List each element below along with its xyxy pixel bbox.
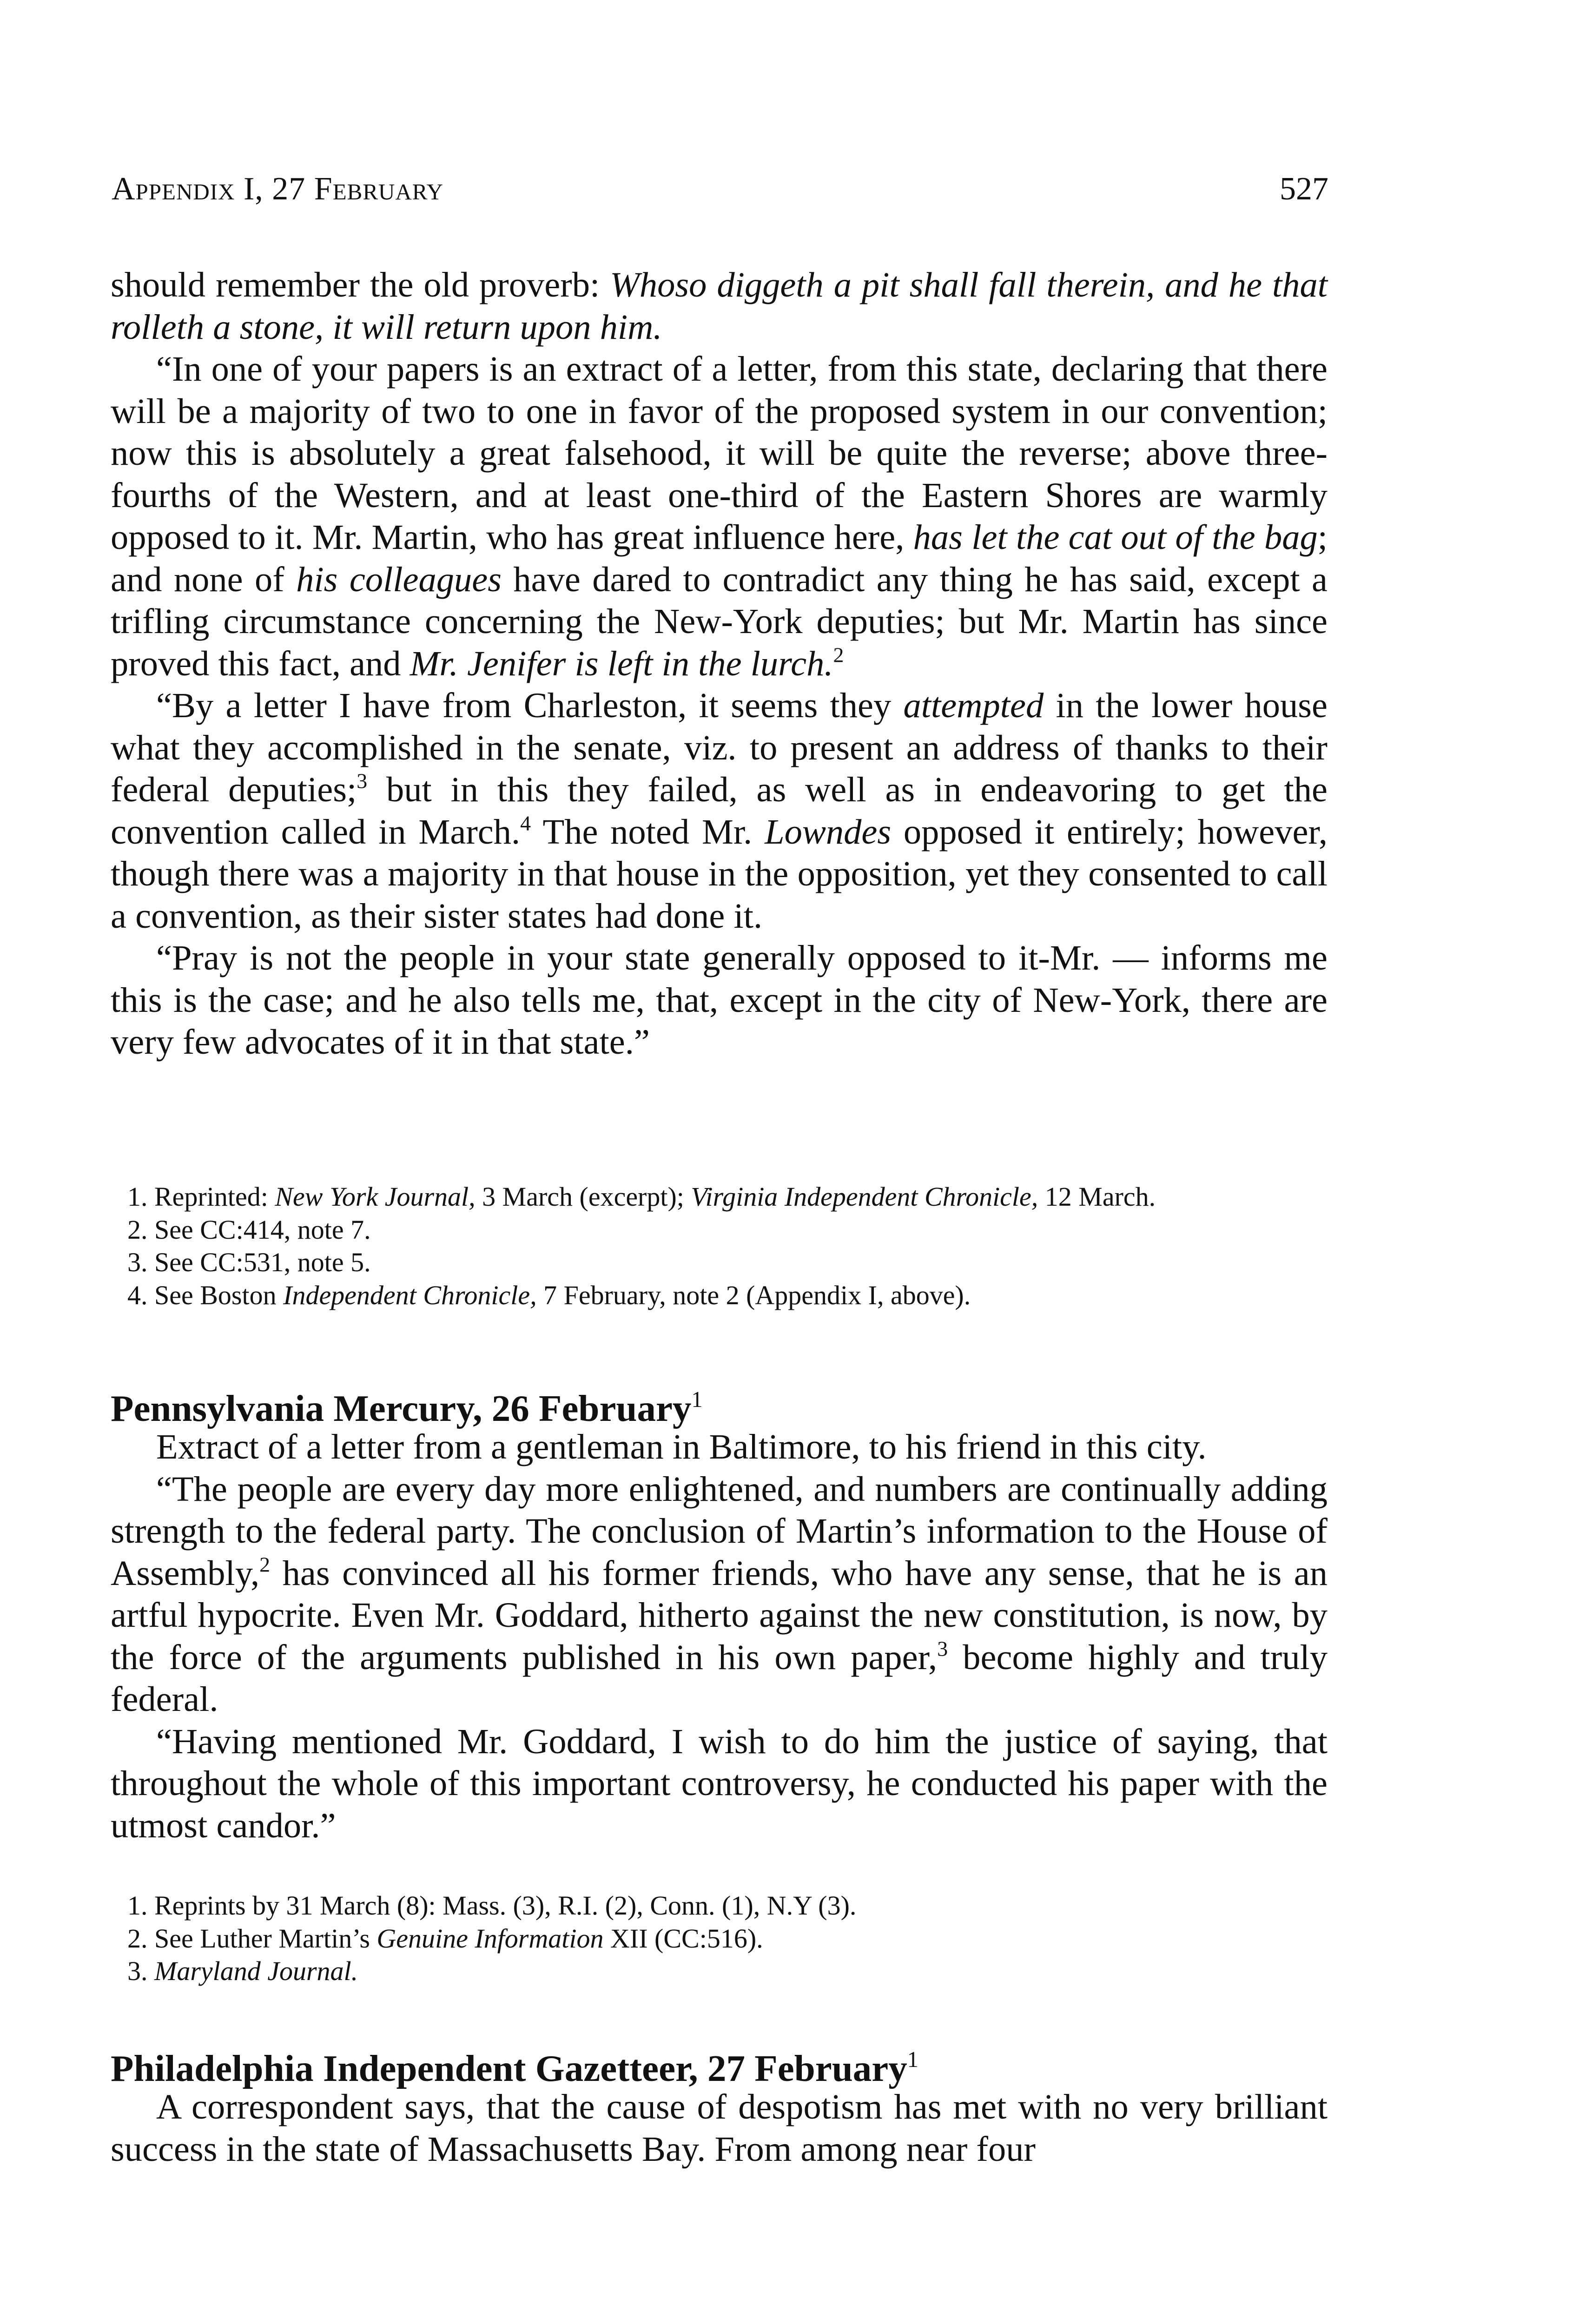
section-1-body: [111, 264, 1328, 1063]
text-run: XII (CC:516).: [603, 1923, 763, 1954]
note-reference: 2: [259, 1552, 271, 1577]
text-run: “By a letter I have from Charleston, it seems they: [156, 686, 904, 725]
section-3-heading-note: 1: [907, 2047, 919, 2072]
paragraph: [111, 685, 1328, 937]
text-run: in the lower house what they accomplished in the senate, viz. to present an address of thanks to their federal deputies;: [111, 686, 1328, 809]
italic-text: attempted: [903, 686, 1044, 725]
text-run: 12 March.: [1038, 1182, 1156, 1212]
italic-text: Maryland Journal.: [154, 1956, 358, 1986]
italic-text: Whoso diggeth a pit shall fall therein, and he that rolleth a stone, it will return upon him.: [111, 265, 1328, 347]
section-2-notes: [111, 1889, 1328, 1988]
footnote: [111, 1279, 1328, 1312]
italic-text: has let the cat out of the bag: [913, 517, 1318, 557]
section-3-body: [111, 2086, 1328, 2170]
text-run: become highly and truly federal.: [111, 1637, 1328, 1719]
italic-text: Genuine Information: [376, 1923, 604, 1954]
italic-text: Independent Chronicle,: [283, 1280, 537, 1310]
text-run: but in this they failed, as well as in endeavoring to get the convention called in March.: [111, 770, 1328, 852]
paragraph: [111, 937, 1328, 1063]
text-run: 1. Reprints by 31 March (8): Mass. (3), R.I. (2), Conn. (1), N.Y (3).: [127, 1890, 857, 1921]
text-run: 2. See Luther Martin’s: [127, 1923, 377, 1954]
italic-text: his colleagues: [296, 559, 502, 599]
paragraph: [111, 1468, 1328, 1721]
paragraph: [111, 264, 1328, 348]
section-2-heading-note: 1: [691, 1386, 703, 1412]
text-run: has convinced all his former friends, who have any sense, that he is an artful hypocrite. Even Mr. Goddard, hitherto against the new constitution, is now, by the force of the arguments published in his own paper,: [111, 1553, 1328, 1677]
footnote: [111, 1246, 1328, 1279]
note-reference: 3: [937, 1637, 948, 1661]
italic-text: Lowndes: [765, 812, 892, 852]
text-run: “The people are every day more enlightened, and numbers are continually adding strength to the federal party. The conclusion of Martin’s information to the House of Assembly,: [111, 1469, 1328, 1593]
italic-text: Virginia Independent Chronicle,: [691, 1182, 1038, 1212]
footnote: [111, 1181, 1328, 1214]
italic-text: New York Journal,: [275, 1182, 476, 1212]
text-run: opposed it entirely; however, though there was a majority in that house in the opposition, yet they consented to call a convention, as their sister states had done it.: [111, 812, 1328, 936]
text-run: 3. See CC:531, note 5.: [127, 1247, 371, 1277]
italic-text: Mr. Jenifer is left in the lurch.: [410, 643, 833, 683]
text-run: “Pray is not the people in your state generally opposed to it-Mr. — informs me this is the case; and he also tells me, that, except in the city of New-York, there are very few advocates of it in that state.”: [111, 938, 1328, 1062]
footnote: [111, 1214, 1328, 1247]
text-run: The noted Mr.: [531, 812, 765, 852]
text-run: 1. Reprinted:: [127, 1182, 275, 1212]
text-run: 3.: [127, 1956, 154, 1986]
text-run: “Having mentioned Mr. Goddard, I wish to do him the justice of saying, that throughout the whole of this important controversy, he conducted his paper with the utmost candor.”: [111, 1721, 1328, 1845]
paragraph: [111, 348, 1328, 685]
paragraph: [111, 1426, 1328, 1468]
paragraph: [111, 2086, 1328, 2170]
text-run: A correspondent says, that the cause of despotism has met with no very brilliant success in the state of Massachusetts Bay. From among near four: [111, 2087, 1328, 2169]
note-reference: 4: [520, 811, 531, 835]
text-run: 7 February, note 2 (Appendix I, above).: [536, 1280, 971, 1310]
section-1-notes: [111, 1181, 1328, 1312]
section-2-body: [111, 1426, 1328, 1847]
text-run: 4. See Boston: [127, 1280, 284, 1310]
page-number: 527: [1280, 171, 1328, 207]
section-3-heading: [111, 2047, 1328, 2089]
footnote: [111, 1955, 1328, 1988]
text-run: should remember the old proverb:: [111, 265, 610, 304]
note-reference: 3: [357, 769, 368, 793]
text-run: 2. See CC:414, note 7.: [127, 1214, 371, 1245]
note-reference: 2: [833, 643, 844, 667]
paragraph: [111, 1721, 1328, 1847]
section-2-heading-text: Pennsylvania Mercury, 26 February: [111, 1387, 692, 1429]
text-run: 3 March (excerpt);: [475, 1182, 691, 1212]
text-run: have dared to contradict any thing he has said, except a trifling circumstance concerning the New-York deputies; but Mr. Martin has since proved this fact, and: [111, 559, 1328, 683]
footnote: [111, 1889, 1328, 1922]
text-run: ; and none of: [111, 517, 1328, 599]
text-run: “In one of your papers is an extract of a letter, from this state, declaring that there will be a majority of two to one in favor of the proposed system in our convention; now this is absolutely a great falsehood, it will be quite the reverse; above three-fourths of the Western, and at least one-third of the Eastern Shores are warmly opposed to it. Mr. Martin, who has great influence here,: [111, 349, 1328, 557]
section-2-heading: [111, 1387, 1328, 1429]
running-title: Appendix I, 27 February: [112, 171, 444, 207]
section-3-heading-text: Philadelphia Independent Gazetteer, 27 February: [111, 2047, 907, 2089]
text-run: Extract of a letter from a gentleman in Baltimore, to his friend in this city.: [156, 1427, 1207, 1466]
footnote: [111, 1922, 1328, 1955]
